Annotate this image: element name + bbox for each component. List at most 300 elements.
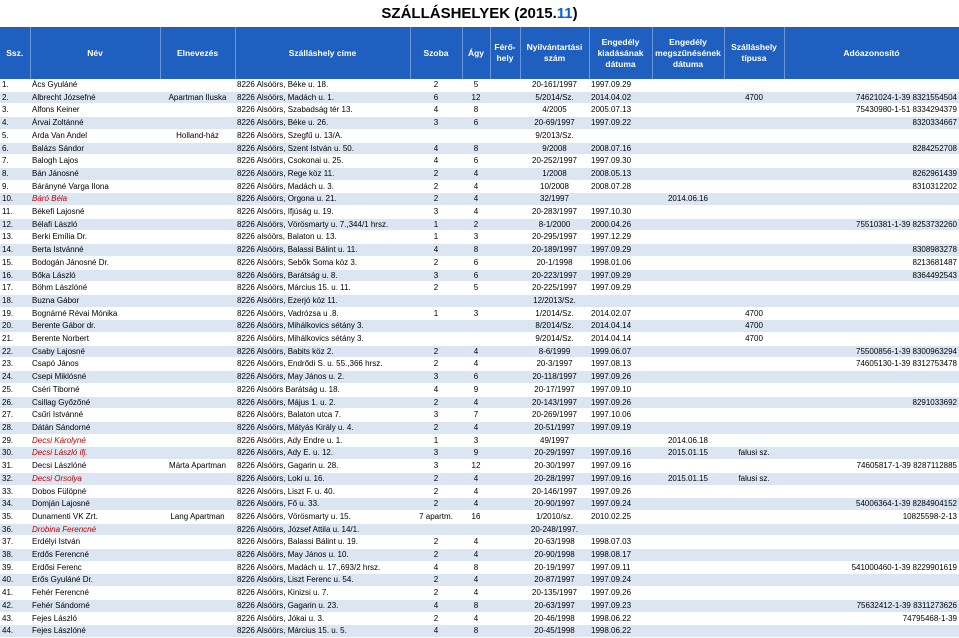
cell-elnevezes[interactable] <box>160 256 235 269</box>
cell-cim[interactable]: 8226 Alsóörs, Liszt Ferenc u. 54. <box>235 574 410 587</box>
cell-agy[interactable]: 4 <box>462 472 490 485</box>
cell-megszunes-datum[interactable] <box>652 333 724 346</box>
cell-megszunes-datum[interactable] <box>652 294 724 307</box>
cell-tipus[interactable] <box>724 218 784 231</box>
cell-ferohely[interactable] <box>490 574 520 587</box>
cell-cim[interactable]: 8226 Alsóörs, Vörösmarty u. 15. <box>235 510 410 523</box>
cell-megszunes-datum[interactable] <box>652 371 724 384</box>
cell-nev[interactable]: Balogh Lajos <box>30 155 160 168</box>
table-row[interactable] <box>0 625 959 638</box>
cell-tipus[interactable] <box>724 256 784 269</box>
cell-kiadas-datum[interactable]: 1998.08.17 <box>589 549 652 562</box>
header-kiadas-datum[interactable]: Engedély kiadásának dátuma <box>589 27 652 79</box>
cell-nyilvantartasi[interactable]: 20-3/1997 <box>520 358 589 371</box>
cell-cim[interactable]: 8226 Alsóörs, Szabadság tér 13. <box>235 104 410 117</box>
cell-nev[interactable]: Albrecht Józsefné <box>30 91 160 104</box>
cell-nev[interactable]: Erdősi Ferenc <box>30 561 160 574</box>
cell-megszunes-datum[interactable] <box>652 409 724 422</box>
cell-kiadas-datum[interactable]: 1997.10.30 <box>589 206 652 219</box>
cell-tipus[interactable] <box>724 231 784 244</box>
cell-ssz[interactable]: 29. <box>0 434 30 447</box>
cell-nev[interactable]: Berta Istvánné <box>30 244 160 257</box>
cell-nyilvantartasi[interactable]: 9/2014/Sz. <box>520 333 589 346</box>
cell-kiadas-datum[interactable]: 1997.09.16 <box>589 460 652 473</box>
cell-ferohely[interactable] <box>490 231 520 244</box>
cell-szoba[interactable]: 6 <box>410 91 462 104</box>
cell-nyilvantartasi[interactable]: 20-46/1998 <box>520 612 589 625</box>
cell-elnevezes[interactable] <box>160 244 235 257</box>
cell-ferohely[interactable] <box>490 155 520 168</box>
cell-agy[interactable]: 4 <box>462 180 490 193</box>
table-row[interactable] <box>0 167 959 180</box>
cell-kiadas-datum[interactable]: 1997.12.29 <box>589 231 652 244</box>
cell-tipus[interactable] <box>724 510 784 523</box>
table-row[interactable] <box>0 142 959 155</box>
cell-agy[interactable] <box>462 320 490 333</box>
cell-ferohely[interactable] <box>490 167 520 180</box>
cell-cim[interactable]: 8226 Alsóörs, Béke u. 26. <box>235 117 410 130</box>
cell-ssz[interactable]: 20. <box>0 320 30 333</box>
table-row[interactable] <box>0 498 959 511</box>
cell-szoba[interactable]: 2 <box>410 282 462 295</box>
cell-agy[interactable]: 7 <box>462 409 490 422</box>
cell-agy[interactable]: 5 <box>462 79 490 91</box>
cell-ferohely[interactable] <box>490 460 520 473</box>
cell-elnevezes[interactable] <box>160 79 235 91</box>
cell-nyilvantartasi[interactable]: 20-63/1997 <box>520 599 589 612</box>
cell-nyilvantartasi[interactable]: 20-87/1997 <box>520 574 589 587</box>
table-row[interactable] <box>0 612 959 625</box>
cell-nev[interactable]: Csepi Miklósné <box>30 371 160 384</box>
cell-adoazonosito[interactable]: 75430980-1-51 8334294379 <box>784 104 959 117</box>
cell-agy[interactable]: 4 <box>462 574 490 587</box>
cell-agy[interactable]: 4 <box>462 421 490 434</box>
cell-agy[interactable]: 3 <box>462 307 490 320</box>
cell-agy[interactable]: 4 <box>462 612 490 625</box>
cell-nyilvantartasi[interactable]: 20-135/1997 <box>520 587 589 600</box>
cell-kiadas-datum[interactable]: 1999.06.07 <box>589 345 652 358</box>
table-row[interactable] <box>0 244 959 257</box>
cell-ferohely[interactable] <box>490 371 520 384</box>
cell-nev[interactable]: Decsi Lászlóné <box>30 460 160 473</box>
cell-kiadas-datum[interactable]: 1997.09.29 <box>589 79 652 91</box>
cell-tipus[interactable] <box>724 460 784 473</box>
cell-szoba[interactable]: 2 <box>410 358 462 371</box>
table-row[interactable] <box>0 206 959 219</box>
cell-adoazonosito[interactable]: 74621024-1-39 8321554504 <box>784 91 959 104</box>
cell-adoazonosito[interactable] <box>784 434 959 447</box>
cell-elnevezes[interactable] <box>160 574 235 587</box>
cell-elnevezes[interactable]: Lang Apartman <box>160 510 235 523</box>
cell-nyilvantartasi[interactable]: 20-295/1997 <box>520 231 589 244</box>
cell-nyilvantartasi[interactable]: 20-118/1997 <box>520 371 589 384</box>
cell-elnevezes[interactable] <box>160 282 235 295</box>
header-cim[interactable]: Szálláshely címe <box>235 27 410 79</box>
cell-szoba[interactable]: 3 <box>410 269 462 282</box>
cell-ssz[interactable]: 23. <box>0 358 30 371</box>
cell-tipus[interactable]: 4700 <box>724 91 784 104</box>
cell-agy[interactable]: 2 <box>462 218 490 231</box>
cell-kiadas-datum[interactable]: 1997.09.23 <box>589 599 652 612</box>
cell-megszunes-datum[interactable] <box>652 117 724 130</box>
cell-megszunes-datum[interactable] <box>652 612 724 625</box>
cell-tipus[interactable] <box>724 561 784 574</box>
cell-megszunes-datum[interactable] <box>652 79 724 91</box>
cell-cim[interactable]: 8226 Alsóörs, May János u. 2. <box>235 371 410 384</box>
cell-elnevezes[interactable] <box>160 180 235 193</box>
cell-adoazonosito[interactable] <box>784 409 959 422</box>
cell-cim[interactable]: 8226 Alsóörs, Szent István u. 50. <box>235 142 410 155</box>
cell-adoazonosito[interactable] <box>784 371 959 384</box>
cell-elnevezes[interactable] <box>160 587 235 600</box>
cell-tipus[interactable] <box>724 371 784 384</box>
cell-tipus[interactable] <box>724 625 784 638</box>
cell-ssz[interactable]: 21. <box>0 333 30 346</box>
cell-nyilvantartasi[interactable]: 20-69/1997 <box>520 117 589 130</box>
cell-ferohely[interactable] <box>490 396 520 409</box>
cell-ssz[interactable]: 7. <box>0 155 30 168</box>
cell-megszunes-datum[interactable] <box>652 510 724 523</box>
cell-kiadas-datum[interactable] <box>589 129 652 142</box>
cell-cim[interactable]: 8226 Alsóörs, József Attila u. 14/1. <box>235 523 410 536</box>
cell-nyilvantartasi[interactable]: 9/2013/Sz. <box>520 129 589 142</box>
cell-tipus[interactable] <box>724 345 784 358</box>
cell-elnevezes[interactable] <box>160 523 235 536</box>
cell-nyilvantartasi[interactable]: 20-45/1998 <box>520 625 589 638</box>
cell-cim[interactable]: 8226 Alsóörs, Balassi Bálint u. 19. <box>235 536 410 549</box>
cell-szoba[interactable]: 3 <box>410 409 462 422</box>
cell-agy[interactable]: 6 <box>462 256 490 269</box>
cell-nev[interactable]: Fehér Sándorné <box>30 599 160 612</box>
cell-megszunes-datum[interactable] <box>652 282 724 295</box>
cell-szoba[interactable]: 2 <box>410 574 462 587</box>
cell-szoba[interactable]: 2 <box>410 587 462 600</box>
cell-elnevezes[interactable] <box>160 409 235 422</box>
cell-megszunes-datum[interactable] <box>652 549 724 562</box>
cell-ferohely[interactable] <box>490 421 520 434</box>
cell-adoazonosito[interactable]: 74795468-1-39 <box>784 612 959 625</box>
cell-agy[interactable]: 8 <box>462 561 490 574</box>
cell-ssz[interactable]: 36. <box>0 523 30 536</box>
cell-ssz[interactable]: 11. <box>0 206 30 219</box>
cell-elnevezes[interactable] <box>160 104 235 117</box>
cell-kiadas-datum[interactable]: 1998.06.22 <box>589 625 652 638</box>
cell-tipus[interactable] <box>724 244 784 257</box>
cell-tipus[interactable] <box>724 117 784 130</box>
cell-megszunes-datum[interactable] <box>652 155 724 168</box>
cell-szoba[interactable]: 2 <box>410 79 462 91</box>
table-row[interactable] <box>0 409 959 422</box>
cell-nev[interactable]: Erdős Ferencné <box>30 549 160 562</box>
cell-nev[interactable]: Árvai Zoltánné <box>30 117 160 130</box>
cell-kiadas-datum[interactable] <box>589 434 652 447</box>
cell-cim[interactable]: 8226 Alsóörs Barátság u. 18. <box>235 383 410 396</box>
cell-nev[interactable]: Ács Gyuláné <box>30 79 160 91</box>
cell-nev[interactable]: Balázs Sándor <box>30 142 160 155</box>
cell-adoazonosito[interactable] <box>784 485 959 498</box>
cell-elnevezes[interactable] <box>160 612 235 625</box>
cell-nyilvantartasi[interactable]: 12/2013/Sz. <box>520 294 589 307</box>
cell-nev[interactable]: Báró Béla <box>30 193 160 206</box>
cell-megszunes-datum[interactable] <box>652 485 724 498</box>
cell-adoazonosito[interactable] <box>784 421 959 434</box>
cell-ssz[interactable]: 14. <box>0 244 30 257</box>
cell-elnevezes[interactable] <box>160 396 235 409</box>
header-elnevezes[interactable]: Elnevezés <box>160 27 235 79</box>
cell-ferohely[interactable] <box>490 218 520 231</box>
cell-nev[interactable]: Bán Jánosné <box>30 167 160 180</box>
cell-adoazonosito[interactable]: 8291033692 <box>784 396 959 409</box>
cell-megszunes-datum[interactable]: 2015.01.15 <box>652 472 724 485</box>
cell-agy[interactable]: 9 <box>462 447 490 460</box>
cell-megszunes-datum[interactable] <box>652 536 724 549</box>
cell-nyilvantartasi[interactable]: 20-90/1997 <box>520 498 589 511</box>
cell-adoazonosito[interactable]: 8284252708 <box>784 142 959 155</box>
cell-cim[interactable]: 8226 Alsóörs, Liszt F. u. 40. <box>235 485 410 498</box>
cell-elnevezes[interactable] <box>160 421 235 434</box>
cell-tipus[interactable]: 4700 <box>724 333 784 346</box>
cell-szoba[interactable]: 2 <box>410 167 462 180</box>
cell-nyilvantartasi[interactable]: 20-252/1997 <box>520 155 589 168</box>
cell-ferohely[interactable] <box>490 447 520 460</box>
cell-kiadas-datum[interactable]: 1997.09.29 <box>589 244 652 257</box>
header-szoba[interactable]: Szoba <box>410 27 462 79</box>
cell-nev[interactable]: Berente Gábor dr. <box>30 320 160 333</box>
table-row[interactable] <box>0 218 959 231</box>
cell-tipus[interactable] <box>724 409 784 422</box>
cell-nev[interactable]: Decsi Orsolya <box>30 472 160 485</box>
cell-cim[interactable]: 8226 Alsóörs, Endrődi S. u. 55.,366 hrsz. <box>235 358 410 371</box>
cell-nyilvantartasi[interactable]: 8-6/1999 <box>520 345 589 358</box>
cell-cim[interactable]: 8226 Alsóörs, Május 1. u. 2. <box>235 396 410 409</box>
cell-cim[interactable]: 8226 Alsóörs, Sebők Soma köz 3. <box>235 256 410 269</box>
cell-tipus[interactable] <box>724 358 784 371</box>
cell-adoazonosito[interactable]: 8213681487 <box>784 256 959 269</box>
cell-nyilvantartasi[interactable]: 20-29/1997 <box>520 447 589 460</box>
cell-ferohely[interactable] <box>490 180 520 193</box>
cell-ferohely[interactable] <box>490 358 520 371</box>
table-row[interactable] <box>0 307 959 320</box>
cell-megszunes-datum[interactable] <box>652 574 724 587</box>
cell-agy[interactable]: 4 <box>462 193 490 206</box>
cell-ferohely[interactable] <box>490 587 520 600</box>
cell-cim[interactable]: 8226 Alsóörs, Kinizsi u. 7. <box>235 587 410 600</box>
cell-ferohely[interactable] <box>490 625 520 638</box>
table-row[interactable] <box>0 383 959 396</box>
cell-nyilvantartasi[interactable]: 9/2008 <box>520 142 589 155</box>
cell-nev[interactable]: Decsi László ifj. <box>30 447 160 460</box>
cell-adoazonosito[interactable] <box>784 129 959 142</box>
cell-ssz[interactable]: 22. <box>0 345 30 358</box>
cell-agy[interactable]: 16 <box>462 510 490 523</box>
cell-adoazonosito[interactable]: 74605130-1-39 8312753478 <box>784 358 959 371</box>
cell-ssz[interactable]: 38. <box>0 549 30 562</box>
cell-elnevezes[interactable] <box>160 231 235 244</box>
cell-nyilvantartasi[interactable]: 49/1997 <box>520 434 589 447</box>
header-ferohely[interactable]: Férő-hely <box>490 27 520 79</box>
cell-ferohely[interactable] <box>490 129 520 142</box>
cell-kiadas-datum[interactable]: 1997.09.26 <box>589 371 652 384</box>
cell-nev[interactable]: Buzna Gábor <box>30 294 160 307</box>
cell-szoba[interactable] <box>410 523 462 536</box>
cell-agy[interactable]: 8 <box>462 625 490 638</box>
cell-kiadas-datum[interactable]: 1997.09.26 <box>589 396 652 409</box>
cell-cim[interactable]: 8226 Alsóörs, Béke u. 18. <box>235 79 410 91</box>
cell-ssz[interactable]: 27. <box>0 409 30 422</box>
cell-nyilvantartasi[interactable]: 20-189/1997 <box>520 244 589 257</box>
cell-elnevezes[interactable] <box>160 472 235 485</box>
cell-szoba[interactable]: 4 <box>410 561 462 574</box>
cell-nyilvantartasi[interactable]: 8/2014/Sz. <box>520 320 589 333</box>
cell-tipus[interactable] <box>724 574 784 587</box>
cell-megszunes-datum[interactable] <box>652 561 724 574</box>
cell-szoba[interactable] <box>410 294 462 307</box>
table-row[interactable] <box>0 549 959 562</box>
cell-megszunes-datum[interactable] <box>652 460 724 473</box>
cell-nyilvantartasi[interactable]: 20-161/1997 <box>520 79 589 91</box>
table-row[interactable] <box>0 282 959 295</box>
cell-kiadas-datum[interactable]: 1997.09.29 <box>589 269 652 282</box>
table-row[interactable] <box>0 180 959 193</box>
cell-tipus[interactable] <box>724 383 784 396</box>
cell-nyilvantartasi[interactable]: 20-63/1998 <box>520 536 589 549</box>
cell-kiadas-datum[interactable]: 1997.09.30 <box>589 155 652 168</box>
cell-megszunes-datum[interactable] <box>652 269 724 282</box>
cell-szoba[interactable]: 2 <box>410 180 462 193</box>
cell-agy[interactable]: 4 <box>462 396 490 409</box>
cell-megszunes-datum[interactable] <box>652 498 724 511</box>
cell-ferohely[interactable] <box>490 472 520 485</box>
cell-elnevezes[interactable] <box>160 269 235 282</box>
cell-cim[interactable]: 8226 Alsóörs, Csokonai u. 25. <box>235 155 410 168</box>
cell-nyilvantartasi[interactable]: 5/2014/Sz. <box>520 91 589 104</box>
cell-tipus[interactable] <box>724 104 784 117</box>
cell-szoba[interactable]: 7 apartm. <box>410 510 462 523</box>
cell-megszunes-datum[interactable] <box>652 307 724 320</box>
cell-tipus[interactable] <box>724 79 784 91</box>
cell-szoba[interactable]: 2 <box>410 396 462 409</box>
cell-ferohely[interactable] <box>490 206 520 219</box>
cell-nev[interactable]: Drobina Ferencné <box>30 523 160 536</box>
cell-cim[interactable]: 8226 Alsóörs, Ady E. u. 12. <box>235 447 410 460</box>
cell-nev[interactable]: Fejes László <box>30 612 160 625</box>
cell-ssz[interactable]: 10. <box>0 193 30 206</box>
cell-elnevezes[interactable]: Apartman Iluska <box>160 91 235 104</box>
cell-nev[interactable]: Csűri Istvánné <box>30 409 160 422</box>
cell-tipus[interactable] <box>724 142 784 155</box>
cell-adoazonosito[interactable] <box>784 320 959 333</box>
cell-agy[interactable] <box>462 333 490 346</box>
cell-nev[interactable]: Domján Lajosné <box>30 498 160 511</box>
table-row[interactable] <box>0 333 959 346</box>
cell-adoazonosito[interactable]: 74605817-1-39 8287112885 <box>784 460 959 473</box>
cell-nyilvantartasi[interactable]: 20-1/1998 <box>520 256 589 269</box>
cell-tipus[interactable] <box>724 421 784 434</box>
cell-tipus[interactable] <box>724 498 784 511</box>
cell-tipus[interactable] <box>724 536 784 549</box>
cell-nyilvantartasi[interactable]: 20-248/1997. <box>520 523 589 536</box>
cell-nyilvantartasi[interactable]: 32/1997 <box>520 193 589 206</box>
table-row[interactable] <box>0 447 959 460</box>
cell-megszunes-datum[interactable] <box>652 218 724 231</box>
header-tipus[interactable]: Szálláshely típusa <box>724 27 784 79</box>
cell-kiadas-datum[interactable]: 1997.10.06 <box>589 409 652 422</box>
table-row[interactable] <box>0 561 959 574</box>
cell-nev[interactable]: Fejes Lászlóné <box>30 625 160 638</box>
cell-nev[interactable]: Erős Gyuláné Dr. <box>30 574 160 587</box>
cell-agy[interactable]: 12 <box>462 460 490 473</box>
cell-szoba[interactable]: 4 <box>410 155 462 168</box>
cell-tipus[interactable]: falusi sz. <box>724 472 784 485</box>
cell-tipus[interactable] <box>724 269 784 282</box>
cell-agy[interactable]: 5 <box>462 282 490 295</box>
cell-szoba[interactable]: 2 <box>410 345 462 358</box>
cell-ssz[interactable]: 13. <box>0 231 30 244</box>
cell-ssz[interactable]: 12. <box>0 218 30 231</box>
cell-szoba[interactable]: 3 <box>410 206 462 219</box>
cell-ferohely[interactable] <box>490 307 520 320</box>
cell-nyilvantartasi[interactable]: 20-283/1997 <box>520 206 589 219</box>
cell-nyilvantartasi[interactable]: 20-17/1997 <box>520 383 589 396</box>
cell-szoba[interactable]: 3 <box>410 460 462 473</box>
cell-megszunes-datum[interactable] <box>652 129 724 142</box>
cell-ssz[interactable]: 2. <box>0 91 30 104</box>
table-row[interactable] <box>0 396 959 409</box>
cell-nyilvantartasi[interactable]: 4/2005 <box>520 104 589 117</box>
cell-megszunes-datum[interactable] <box>652 587 724 600</box>
cell-elnevezes[interactable] <box>160 434 235 447</box>
cell-szoba[interactable]: 4 <box>410 104 462 117</box>
cell-nev[interactable]: Csillag Győzőné <box>30 396 160 409</box>
header-nev[interactable]: Név <box>30 27 160 79</box>
table-row[interactable] <box>0 193 959 206</box>
cell-cim[interactable]: 8226 Alsóörs, Babits köz 2. <box>235 345 410 358</box>
cell-elnevezes[interactable] <box>160 371 235 384</box>
cell-nev[interactable]: Berki Emília Dr. <box>30 231 160 244</box>
cell-ferohely[interactable] <box>490 193 520 206</box>
cell-megszunes-datum[interactable] <box>652 104 724 117</box>
cell-adoazonosito[interactable] <box>784 231 959 244</box>
cell-nev[interactable]: Cséri Tiborné <box>30 383 160 396</box>
cell-elnevezes[interactable] <box>160 333 235 346</box>
cell-nev[interactable]: Bognárné Révai Mónika <box>30 307 160 320</box>
cell-nev[interactable]: Bélafi László <box>30 218 160 231</box>
cell-adoazonosito[interactable] <box>784 155 959 168</box>
cell-nev[interactable]: Békefi Lajosné <box>30 206 160 219</box>
table-row[interactable] <box>0 485 959 498</box>
cell-agy[interactable]: 8 <box>462 104 490 117</box>
cell-adoazonosito[interactable]: 54006364-1-39 8284904152 <box>784 498 959 511</box>
cell-elnevezes[interactable] <box>160 155 235 168</box>
cell-adoazonosito[interactable]: 8262961439 <box>784 167 959 180</box>
cell-szoba[interactable]: 4 <box>410 142 462 155</box>
cell-nev[interactable]: Böhm Lászlóné <box>30 282 160 295</box>
cell-megszunes-datum[interactable] <box>652 180 724 193</box>
cell-adoazonosito[interactable] <box>784 523 959 536</box>
cell-tipus[interactable] <box>724 206 784 219</box>
cell-elnevezes[interactable] <box>160 218 235 231</box>
cell-cim[interactable]: 8226 Alsóörs, Orgona u. 21. <box>235 193 410 206</box>
cell-ssz[interactable]: 19. <box>0 307 30 320</box>
cell-megszunes-datum[interactable] <box>652 625 724 638</box>
cell-elnevezes[interactable] <box>160 206 235 219</box>
cell-kiadas-datum[interactable] <box>589 193 652 206</box>
cell-adoazonosito[interactable] <box>784 206 959 219</box>
cell-adoazonosito[interactable] <box>784 536 959 549</box>
header-megszunes-datum[interactable]: Engedély megszűnésének dátuma <box>652 27 724 79</box>
cell-nyilvantartasi[interactable]: 20-223/1997 <box>520 269 589 282</box>
cell-szoba[interactable]: 1 <box>410 434 462 447</box>
